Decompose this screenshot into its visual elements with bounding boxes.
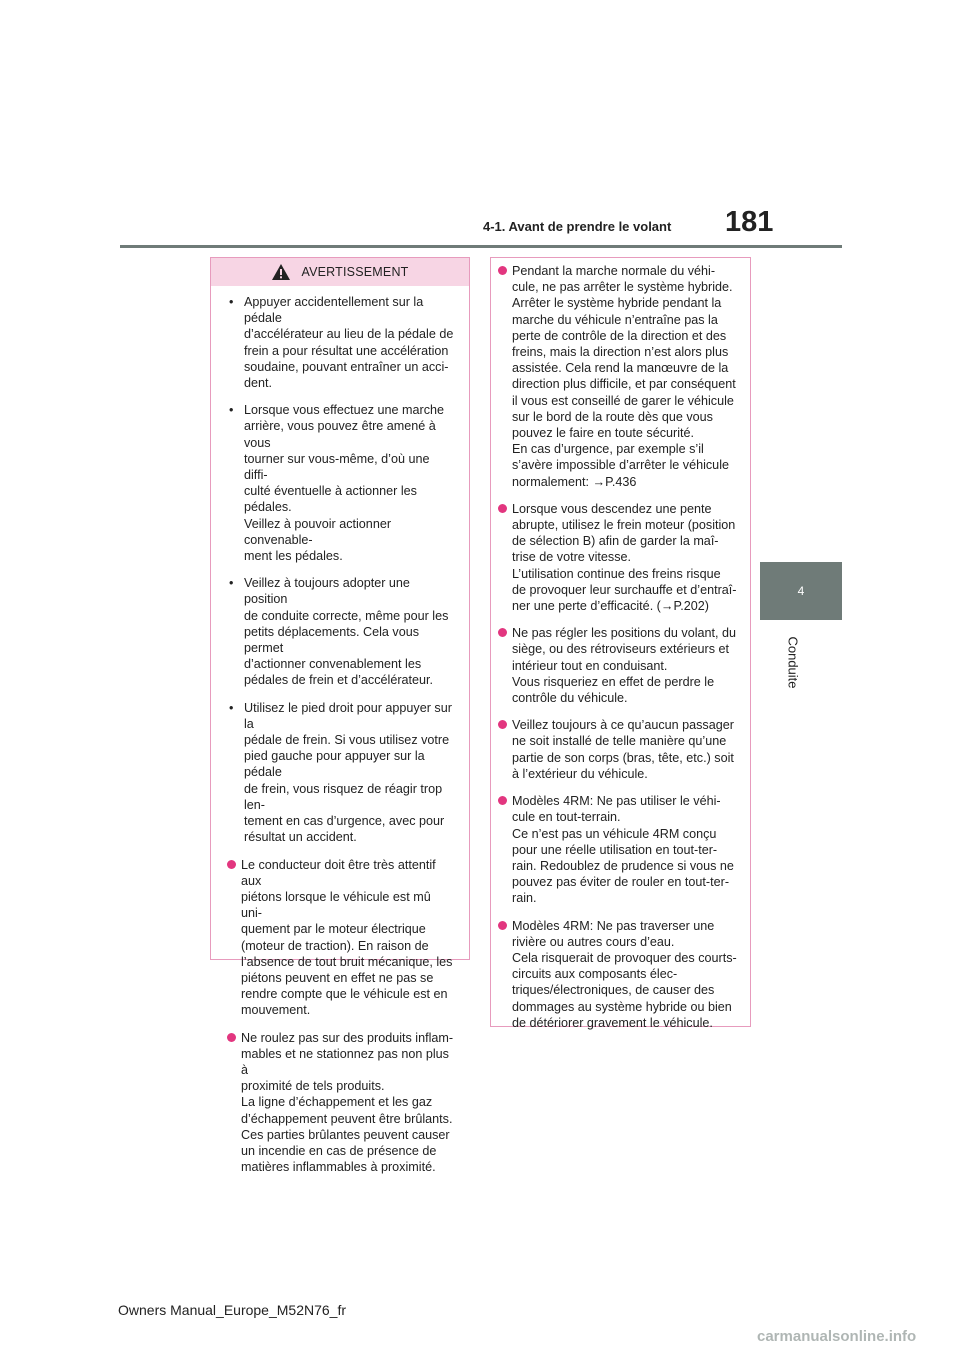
warning-triangle-icon xyxy=(271,263,291,281)
bullet-dot: • xyxy=(229,295,234,309)
bullet-dot: • xyxy=(229,700,234,715)
warning-content xyxy=(211,286,469,1175)
bullet-dot: • xyxy=(229,403,234,418)
warning-point-text: Le conducteur doit être très attentif aux piétons lorsque le véhicule est mû uni- quement par le moteur électrique (moteur de traction). En raison de l’absence de tout bruit mécanique, les piétons peuvent en effet ne pas se rendre compte que le véhicule est en mouvement. xyxy=(241,857,453,1018)
continued-point-text: Modèles 4RM: Ne pas traverser une rivière ou autres cours d’eau. Cela risquerait de provoquer des courts- circuits aux composants élec- triques/électroniques, de causer des dommages au système hybride ou bien de détériorer gravement le véhicule. xyxy=(512,918,737,1030)
warning-point xyxy=(227,1030,455,1176)
continued-point-text: Modèles 4RM: Ne pas utiliser le véhi- cule en tout-terrain. Ce n’est pas un véhicule 4RM conçu pour une réelle utilisation en tout-ter- rain. Redoublez de prudence si vous ne pouvez pas éviter de rouler en tout-ter- rain. xyxy=(512,794,734,906)
warning-bullet xyxy=(227,700,455,846)
footer-doc-id: Owners Manual_Europe_M52N76_fr xyxy=(118,1302,347,1318)
continued-point-text: Pendant la marche normale du véhi- cule, ne pas arrêter le système hybride. Arrêter le système hybride pendant la marche du véhicule n’entraîne pas la perte de contrôle de la direction et des freins, mais la direction n’est alors plus assistée. Cela rend la manœuvre de la direction plus difficile, et par conséquent il vous est conseillé de garer le véhicule sur le bord de la route dès que vous pouvez le faire en toute sécurité. En cas d’urgence, par exemple s’il s’avère impossible d’arrêter le véhicule normalement: →P.436 xyxy=(512,264,736,489)
continued-point xyxy=(498,918,738,1031)
continued-point xyxy=(498,793,738,906)
warning-bullet-text: Utilisez le pied droit pour appuyer sur la pédale de frein. Si vous utilisez votre pied gauche pour appuyer sur la pédale de frein, vous risquez de réagir trop len- tement en cas d’urgence, avec pour résultat un accident. xyxy=(244,700,452,845)
warning-bullet-text: Lorsque vous effectuez une marche arrière, vous pouvez être amené à vous tourner sur vous-même, d’où une diffi- culté éventuelle à actionner les pédales. Veillez à pouvoir actionner convenable- ment les pédales. xyxy=(244,403,444,564)
pink-circle-icon xyxy=(498,266,507,275)
chapter-tab xyxy=(760,562,842,620)
chapter-number: 4 xyxy=(797,584,805,598)
continued-point-text: Lorsque vous descendez une pente abrupte, utilisez le frein moteur (position de sélection B) afin de garder la maî- trise de votre vitesse. L’utilisation continue des freins risque de provoquer leur surchauffe et d’entraî- ner une perte d’efficacité. (→P.202) xyxy=(512,501,737,614)
warning-continued-box xyxy=(490,257,751,1030)
page-number: 181 xyxy=(725,206,774,238)
warning-point-text: Ne roulez pas sur des produits inflam- mables et ne stationnez pas non plus à proximité de tels produits. La ligne d’échappement et les gaz d’échappement peuvent être brûlants. Ces parties brûlantes peuvent causer un incendie en cas de présence de matières inflammables à proximité. xyxy=(241,1030,454,1175)
warning-point xyxy=(227,857,455,1019)
warning-bullet-text: Appuyer accidentellement sur la pédale d’accélérateur au lieu de la pédale de frein a pour résultat une accélération soudaine, pouvant entraîner un acci- dent. xyxy=(244,295,454,391)
pink-circle-icon xyxy=(498,628,507,637)
warning-bullet-text: Veillez à toujours adopter une position de conduite correcte, même pour les petits déplacements. Cela vous permet d’actionner convenablement les pédales de frein et d’accélérateur. xyxy=(244,576,449,688)
warning-bullet xyxy=(227,402,455,564)
continued-point-text: Ne pas régler les positions du volant, du siège, ou des rétroviseurs extérieurs et intérieur tout en conduisant. Vous risqueriez en effet de perdre le contrôle du véhicule. xyxy=(512,626,737,706)
chapter-label: Conduite xyxy=(785,635,801,689)
pink-circle-icon xyxy=(498,504,507,513)
warning-bullet xyxy=(227,575,455,688)
continued-point xyxy=(498,501,738,614)
warning-header xyxy=(211,258,469,286)
watermark: carmanualsonline.info xyxy=(757,1328,917,1345)
continued-point xyxy=(498,625,738,706)
header-rule xyxy=(120,245,842,248)
chapter-label-container xyxy=(748,632,838,692)
continued-point-text: Veillez toujours à ce qu’aucun passager ne soit installé de telle manière qu’une partie de son corps (bras, tête, etc.) soit à l’extérieur du véhicule. xyxy=(512,718,734,781)
bullet-dot: • xyxy=(229,576,234,591)
continued-point xyxy=(498,717,738,782)
pink-circle-icon xyxy=(498,796,507,805)
continued-content xyxy=(491,258,750,1031)
warning-box xyxy=(210,257,470,1175)
pink-circle-icon xyxy=(227,1033,236,1042)
warning-bullet xyxy=(227,294,455,391)
warning-title: AVERTISSEMENT xyxy=(301,264,409,279)
pink-circle-icon xyxy=(227,860,236,869)
section-title: 4-1. Avant de prendre le volant xyxy=(483,219,672,234)
pink-circle-icon xyxy=(498,720,507,729)
continued-point xyxy=(498,263,738,490)
pink-circle-icon xyxy=(498,921,507,930)
